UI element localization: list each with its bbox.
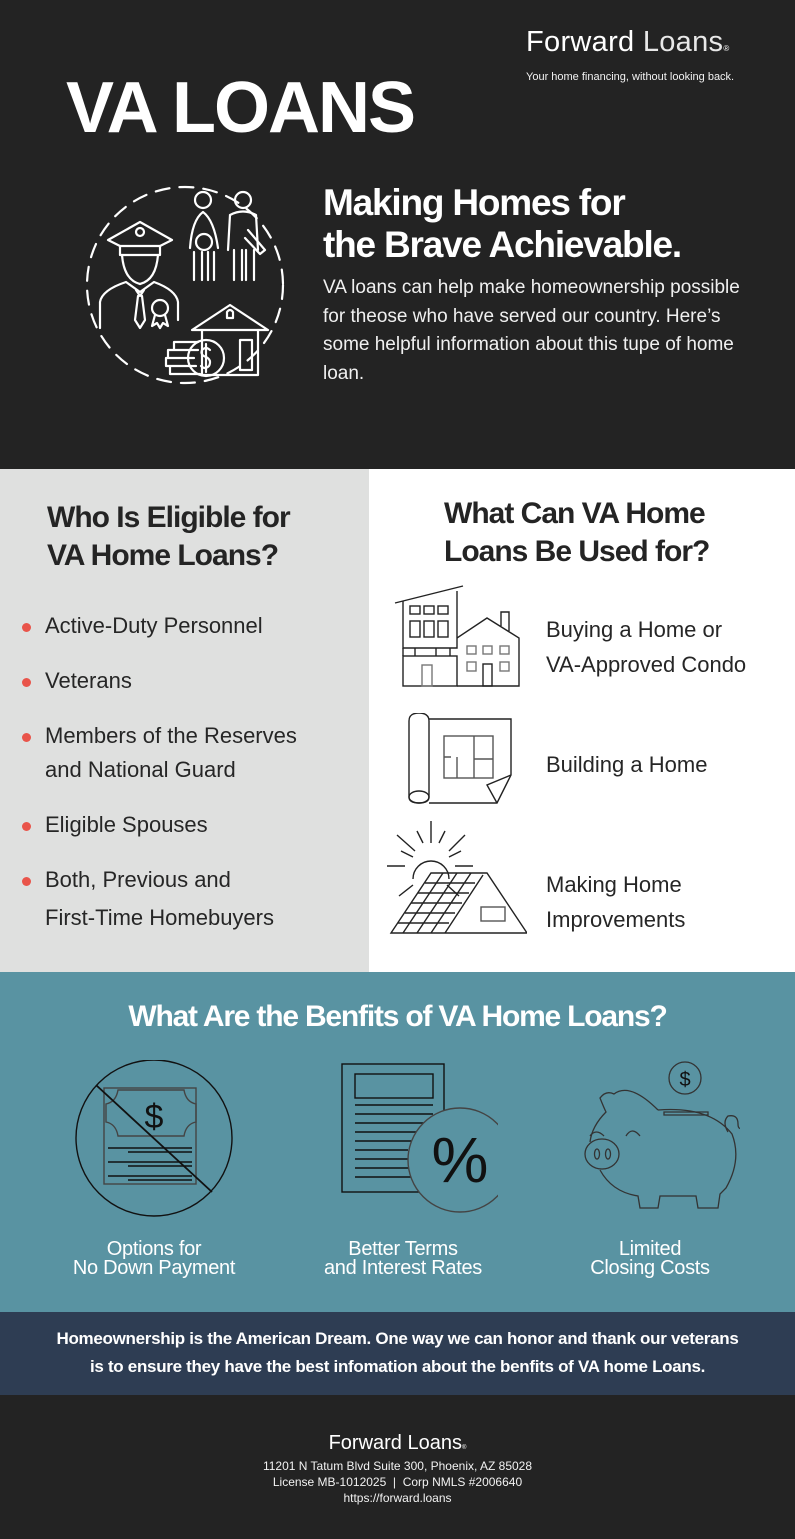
footer-logo[interactable]: Forward Loans®	[328, 1432, 467, 1454]
footer-address: 11201 N Tatum Blvd Suite 300, Phoenix, AZ 85028	[262, 1459, 533, 1473]
hero-heading: Making Homes for the Brave Achievable.	[323, 182, 681, 265]
condo-houses-icon	[393, 584, 523, 693]
eligibility-heading: Who Is Eligible for VA Home Loans?	[47, 501, 290, 572]
brand-tagline: Your home financing, without looking back.	[526, 71, 735, 83]
use-label: Building a Home	[546, 752, 708, 777]
footer-url-link[interactable]: https://forward.loans	[343, 1491, 452, 1505]
eligibility-list	[22, 609, 297, 960]
document-percent-icon	[308, 1060, 498, 1220]
brand-header	[526, 26, 786, 83]
page-title: VA LOANS	[66, 68, 415, 148]
benefit-closing-costs	[530, 1060, 770, 1279]
use-label: Making Home Improvements	[546, 872, 686, 932]
uses-heading: What Can VA Home Loans Be Used for?	[444, 497, 710, 568]
benefit-better-terms	[283, 1060, 523, 1279]
solar-roof-icon	[387, 821, 527, 940]
eligibility-item: Both, Previous and First-Time Homebuyers	[22, 863, 297, 939]
eligibility-item: Members of the Reserves and National Guard	[22, 719, 297, 787]
benefit-label: Options for No Down Payment	[72, 1238, 236, 1279]
bullet-dot-icon	[22, 877, 31, 886]
benefits-heading: What Are the Benfits of VA Home Loans?	[128, 1000, 667, 1033]
closing-statement: Homeownership is the American Dream. One way we can honor and thank our veterans is to ensure they have the best infomation about the benfits of VA home Loans.	[0, 1312, 795, 1395]
eligibility-section	[0, 469, 369, 972]
footer-license: License MB-1012025 | Corp NMLS #2006640	[272, 1475, 523, 1489]
benefit-label: Better Terms and Interest Rates	[323, 1238, 483, 1279]
uses-section	[369, 469, 795, 972]
eligibility-item: Eligible Spouses	[22, 808, 297, 842]
no-money-icon	[74, 1060, 234, 1220]
benefit-no-down-payment	[34, 1060, 274, 1279]
footer	[0, 1395, 795, 1539]
hero-section	[0, 0, 795, 469]
brand-logo[interactable]: Forward Loans®	[526, 26, 730, 58]
eligibility-item: Veterans	[22, 664, 297, 698]
hero-description: VA loans can help make homeownership possible for theose who have served our country. Here’s some helpful information about this tupe of home loan.	[323, 277, 740, 384]
bullet-dot-icon	[22, 623, 31, 632]
bullet-dot-icon	[22, 678, 31, 687]
footer-contact	[0, 1458, 795, 1506]
svg-text:$: $	[679, 1069, 691, 1091]
eligibility-item: Active-Duty Personnel	[22, 609, 297, 643]
benefit-label: Limited Closing Costs	[590, 1238, 710, 1279]
bullet-dot-icon	[22, 822, 31, 831]
piggy-bank-icon	[560, 1060, 740, 1220]
blueprint-icon	[407, 713, 515, 810]
bullet-dot-icon	[22, 733, 31, 742]
svg-text:$: $	[144, 1098, 164, 1136]
svg-text:%: %	[431, 1124, 489, 1196]
military-family-home-icon	[80, 180, 290, 390]
benefits-section	[0, 972, 795, 1312]
use-label: Buying a Home or VA-Approved Condo	[546, 617, 747, 677]
